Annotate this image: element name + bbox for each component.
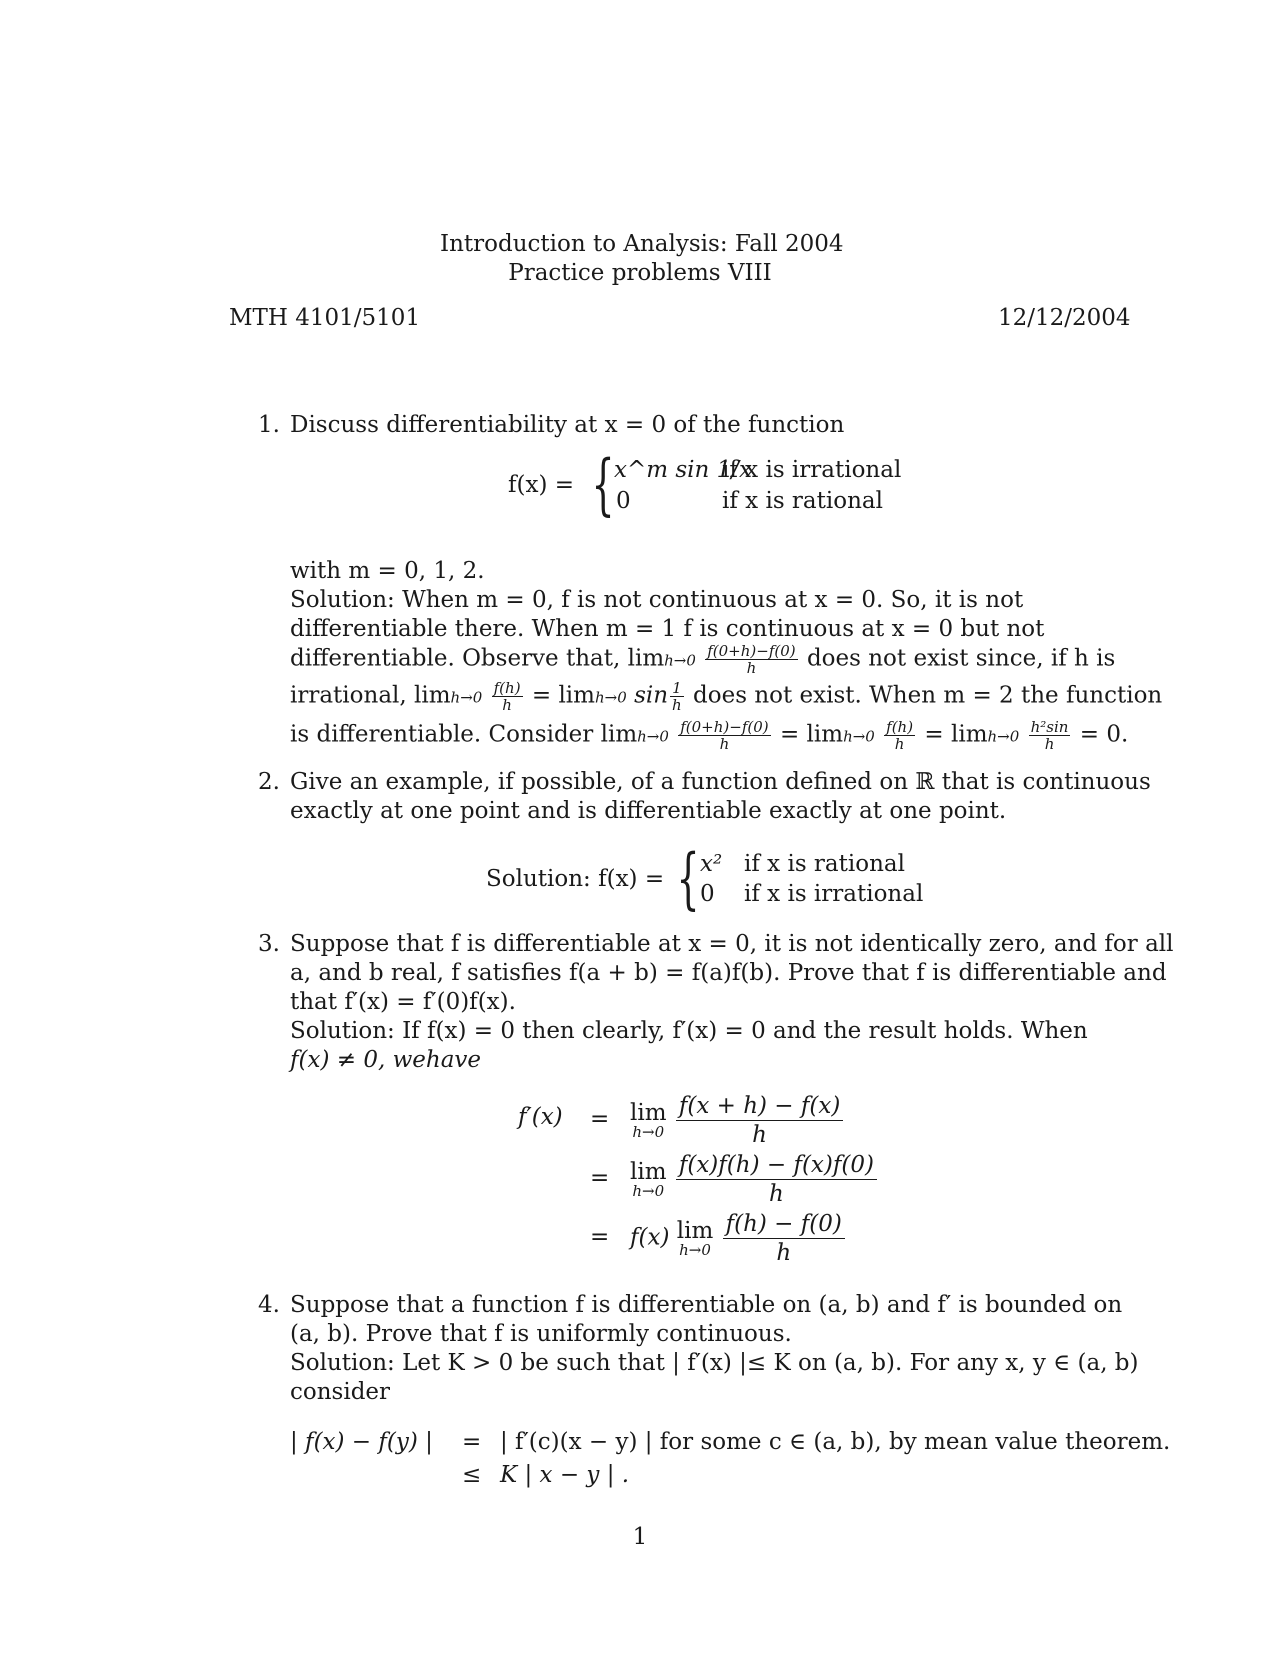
piecewise-lhs: f(x) = (508, 472, 575, 498)
case-expression: 0 (700, 881, 715, 907)
fraction-numerator: f(h) − f(0) (723, 1210, 845, 1239)
case-expression: x² (700, 851, 723, 877)
case-expr-text: x^m sin 1/x (614, 457, 752, 483)
problem-number: 3. (258, 931, 280, 957)
limit-subscript: h→0 (450, 688, 483, 707)
fraction-denominator: h (1044, 735, 1055, 753)
fraction-denominator: h (672, 696, 682, 714)
text-span: = 0. (1079, 721, 1129, 748)
left-brace: { (591, 446, 615, 523)
solution-text-line: is differentiable. Consider limh→0 $\frac{f(0+h)-f(0)}{h}$ = limh→0 $\frac{f(h)}{h}$ = limh→0 $\frac{\text{h²sin}}{h}$ = 0. (290, 718, 1129, 753)
fraction-numerator: 1 (670, 680, 684, 697)
equation-lhs: | f(x) − f(y) | (290, 1429, 433, 1455)
problem-statement: exactly at one point and is differentiable exactly at one point. (290, 798, 1007, 824)
prefix-term: f(x) (630, 1224, 670, 1251)
equation-rhs: K | x − y | . (500, 1462, 630, 1488)
limit-subscript: h→0 (987, 727, 1020, 746)
fraction-numerator: f(h) (886, 718, 914, 736)
lim-word: lim (630, 1158, 667, 1185)
fraction-denominator: h (746, 659, 757, 677)
fraction (705, 643, 797, 676)
case-condition: if x is rational (744, 851, 905, 877)
text-span: does not exist since, if h is (806, 645, 1116, 672)
solution-text-line: Solution: When m = 0, f is not continuous at x = 0. So, it is not (290, 587, 1024, 613)
sin-text: sin (634, 682, 669, 709)
left-brace: { (676, 840, 700, 917)
document-title: Introduction to Analysis: Fall 2004 (440, 231, 844, 257)
fraction-denominator: h (752, 1122, 767, 1148)
problem-number: 4. (258, 1292, 280, 1318)
problem-statement: Discuss differentiability at x = 0 of the function (290, 412, 845, 438)
fraction (670, 680, 684, 713)
equals-sign: = (590, 1106, 610, 1132)
fraction-denominator: h (894, 735, 905, 753)
equals-sign: = (924, 721, 944, 748)
fraction-numerator: h²sin (1030, 718, 1069, 736)
solution-text-line: differentiable there. When m = 1 f is continuous at x = 0 but not (290, 616, 1045, 642)
problem-number: 2. (258, 769, 280, 795)
limit-operator (630, 1158, 667, 1200)
lim-word: lim (676, 1217, 714, 1244)
fraction-numerator: f(x + h) − f(x) (676, 1092, 843, 1121)
document-subtitle: Practice problems VIII (508, 260, 772, 286)
fraction-denominator: h (768, 1181, 784, 1207)
case-condition: if x is irrational (722, 457, 902, 483)
fraction (492, 680, 523, 713)
equation-row (630, 1151, 879, 1208)
document-date: 12/12/2004 (998, 305, 1131, 331)
fraction (723, 1210, 845, 1267)
case-condition: if x is irrational (744, 881, 924, 907)
text-span: does not exist. When m = 2 the function (693, 682, 1163, 709)
equation-rhs: | f′(c)(x − y) | for some c ∈ (a, b), by mean value theorem. (500, 1429, 1171, 1455)
problem-statement: Give an example, if possible, of a function defined on ℝ that is continuous (290, 769, 1151, 795)
case-expression: 0 (616, 488, 631, 514)
case-condition: if x is rational (722, 488, 883, 514)
fraction (1029, 719, 1071, 752)
solution-text-line: consider (290, 1379, 391, 1405)
fraction-denominator: h (776, 1240, 792, 1266)
solution-text-line: Solution: If f(x) = 0 then clearly, f′(x) = 0 and the result holds. When (290, 1018, 1088, 1044)
problem-statement: a, and b real, f satisfies f(a + b) = f(a)f(b). Prove that f is differentiable and (290, 960, 1167, 986)
equals-sign: = (779, 721, 800, 748)
fraction (884, 719, 915, 752)
course-code: MTH 4101/5101 (229, 305, 421, 331)
limit-subscript: h→0 (637, 727, 669, 746)
text-span: differentiable. Observe that, lim (290, 645, 665, 672)
text-span: is differentiable. Consider lim (290, 721, 638, 748)
problem-statement: that f′(x) = f′(0)f(x). (290, 989, 516, 1015)
lim-subscript: h→0 (632, 1122, 665, 1141)
problem-number: 1. (258, 412, 280, 438)
problem-statement: Suppose that f is differentiable at x = 0, it is not identically zero, and for all (290, 931, 1174, 957)
problem-statement: (a, b). Prove that f is uniformly continuous. (290, 1321, 792, 1347)
problem-statement: Suppose that a function f is differentiable on (a, b) and f′ is bounded on (290, 1292, 1123, 1318)
lim-subscript: h→0 (632, 1181, 665, 1200)
limit-subscript: h→0 (594, 688, 627, 707)
fraction-denominator: h (719, 735, 730, 753)
limit-subscript: h→0 (843, 727, 875, 746)
limit-operator (630, 1099, 667, 1141)
solution-label: Solution: f(x) = (486, 866, 665, 892)
lim-word: lim (630, 1099, 667, 1126)
equals-sign: = (462, 1429, 482, 1455)
equation-lhs: f′(x) (518, 1104, 563, 1130)
page-number: 1 (632, 1524, 648, 1550)
solution-text-line (290, 680, 1162, 713)
fraction-numerator: f(0+h)−f(0) (707, 642, 796, 660)
text-span: irrational, lim (290, 682, 451, 709)
solution-text-line: f(x) ≠ 0, wehave (290, 1047, 482, 1073)
lim-subscript: h→0 (679, 1240, 711, 1259)
equals-sign: = (590, 1165, 610, 1191)
fraction (678, 719, 770, 752)
equation-row (630, 1210, 847, 1267)
leq-sign: ≤ (462, 1462, 482, 1488)
solution-text-line: Solution: Let K > 0 be such that | f′(x) |≤ K on (a, b). For any x, y ∈ (a, b) (290, 1350, 1139, 1376)
fraction-numerator: f(h) (493, 679, 521, 697)
equation-row (630, 1092, 845, 1149)
text-span: = lim (531, 682, 595, 709)
solution-text-line (290, 643, 1115, 676)
limit-subscript: h→0 (664, 651, 696, 670)
problem-text-line: with m = 0, 1, 2. (290, 558, 485, 584)
equals-sign: = (590, 1224, 610, 1250)
fraction-denominator: h (502, 696, 512, 714)
fraction (676, 1092, 843, 1149)
limit-operator (676, 1217, 714, 1259)
fraction-numerator: f(0+h)−f(0) (680, 718, 769, 736)
fraction-numerator: f(x)f(h) − f(x)f(0) (676, 1151, 877, 1180)
fraction (676, 1151, 877, 1208)
